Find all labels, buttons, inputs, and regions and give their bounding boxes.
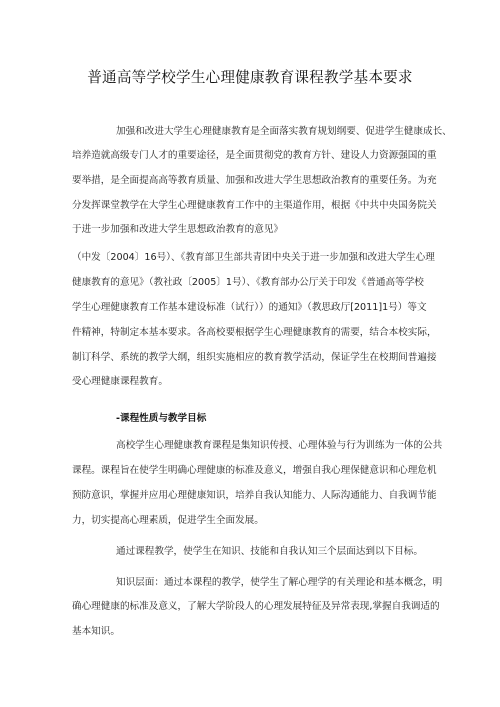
paragraph-line: 健康教育的意见》（教社政〔2005〕1号）、《教育部办公厅关于印发《普通高等学校 [72,277,424,288]
paragraph-line: 分发挥课堂教学在大学生心理健康教育工作中的主渠道作用，根据《中共中央国务院关 [72,200,437,211]
paragraph-line: 知识层面：通过本课程的教学，使学生了解心理学的有关理论和基本概念，明 [116,577,443,588]
paragraph-line: 确心理健康的标准及意义，了解大学阶段人的心理发展特征及异常表现,掌握自我调适的 [72,601,440,612]
paragraph-line: 加强和改进大学生心理健康教育是全面落实教育规划纲要、促进学生健康成长、 [116,126,452,137]
paragraph-line: 高校学生心理健康教育课程是集知识传授、心理体验与行为训练为一体的公共 [116,440,443,451]
paragraph-line: 通过课程教学，使学生在知识、技能和自我认知三个层面达到以下目标。 [116,546,423,557]
paragraph-line: 预防意识，掌握并应用心理健康知识，培养自我认知能力、人际沟通能力、自我调节能 [72,490,437,501]
paragraph-line: 基本知识。 [72,626,120,637]
paragraph-line: 课程。课程旨在使学生明确心理健康的标准及意义，增强自我心理保健意识和心理危机 [72,465,437,476]
paragraph-line: 培养造就高级专门人才的重要途径，是全面贯彻党的教育方针、建设人力资源强国的重 [72,150,437,161]
paragraph-line: 力，切实提高心理素质，促进学生全面发展。 [72,515,264,526]
section-heading: -课程性质与教学目标 [116,413,207,424]
paragraph-line: 学生心理健康教育工作基本建设标准（试行））的通知》（教思政厅[2011]1号）等文 [72,302,427,313]
paragraph-line: 于进一步加强和改进大学生思想政治教育的意见》 [72,224,284,235]
paragraph-line: 件精神，特制定本基本要求。各高校要根据学生心理健康教育的需要，结合本校实际， [72,327,437,338]
document-title: 普通高等学校学生心理健康教育课程教学基本要求 [87,69,413,86]
paragraph-line: 受心理健康课程教育。 [72,376,168,387]
paragraph-line: （中发〔2004〕16号）、《教育部卫生部共青团中央关于进一步加强和改进大学生心理 [72,252,435,263]
paragraph-line: 制订科学、系统的教学大纲，组织实施相应的教育教学活动，保证学生在校期间普遍接 [72,352,437,363]
paragraph-line: 要举措，是全面提高高等教育质量、加强和改进大学生思想政治教育的重要任务。为充 [72,175,437,186]
